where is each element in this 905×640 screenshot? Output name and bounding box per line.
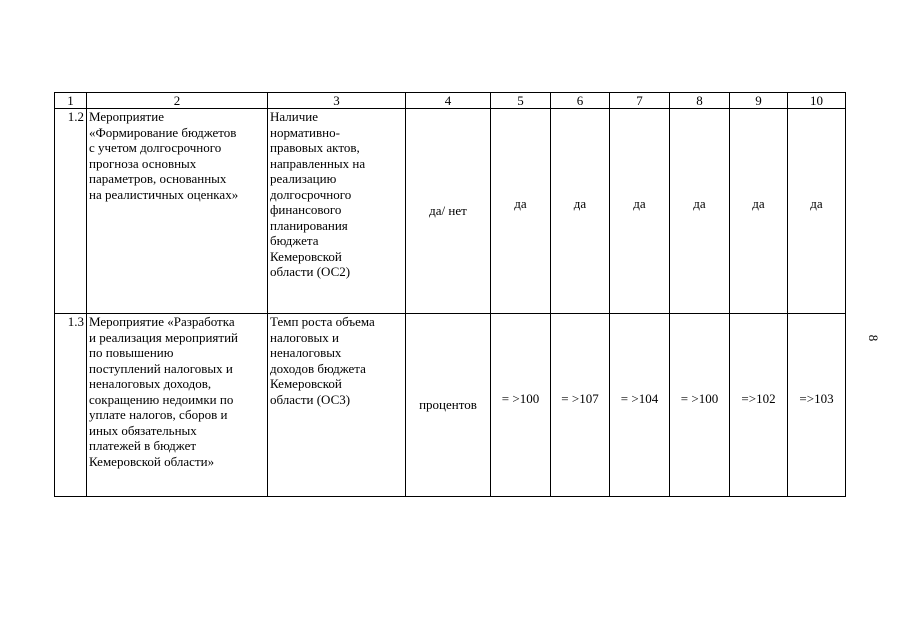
indicator-line: Темп роста объема xyxy=(270,314,375,329)
indicator-cell xyxy=(268,314,406,497)
measure-line: Мероприятие «Разработка xyxy=(89,314,235,329)
indicator-line: бюджета xyxy=(270,233,319,248)
measure-line: на реалистичных оценках» xyxy=(89,186,239,202)
indicator-line: Наличие xyxy=(270,109,318,124)
indicator-line: финансового xyxy=(270,202,342,217)
measure-line: поступлений налоговых и xyxy=(89,360,233,376)
indicators-table xyxy=(54,92,846,497)
value-cell: да xyxy=(551,109,610,314)
row-number: 1.2 xyxy=(55,109,87,314)
value-cell: да xyxy=(610,109,670,314)
measure-line: Кемеровской области» xyxy=(89,453,215,469)
indicator-line: области (ОС2) xyxy=(270,264,351,279)
measure-line: сокращению недоимки по xyxy=(89,391,234,407)
value-cell: да xyxy=(670,109,730,314)
value-cell: = >100 xyxy=(670,314,730,497)
value-cell: да xyxy=(788,109,846,314)
value-cell: =>102 xyxy=(730,314,788,497)
indicator-line: Кемеровской xyxy=(270,248,342,264)
page-number: 8 xyxy=(866,334,881,342)
indicator-line: реализацию xyxy=(270,171,337,186)
measure-line: по повышению xyxy=(89,345,174,360)
indicator-line: Кемеровской xyxy=(270,376,342,391)
column-header: 1 xyxy=(55,93,87,109)
column-header: 8 xyxy=(670,93,730,109)
measure-cell xyxy=(87,109,268,314)
column-header: 5 xyxy=(491,93,551,109)
measure-cell xyxy=(87,314,268,497)
indicator-line: долгосрочного xyxy=(270,186,352,202)
column-header: 3 xyxy=(268,93,406,109)
column-header: 9 xyxy=(730,93,788,109)
column-header: 4 xyxy=(406,93,491,109)
indicator-line: направленных на xyxy=(270,155,366,171)
column-header: 10 xyxy=(788,93,846,109)
table-row xyxy=(55,314,846,497)
value-cell: =>103 xyxy=(788,314,846,497)
measure-line: Мероприятие xyxy=(89,109,164,124)
column-header: 6 xyxy=(551,93,610,109)
measure-line: платежей в бюджет xyxy=(89,438,197,453)
measure-line: и реализация мероприятий xyxy=(89,329,238,345)
indicator-line: планирования xyxy=(270,217,348,233)
value-cell: = >104 xyxy=(610,314,670,497)
measure-line: иных обязательных xyxy=(89,422,197,438)
value-cell: = >107 xyxy=(551,314,610,497)
unit-cell: да/ нет xyxy=(406,109,491,314)
indicator-line: правовых актов, xyxy=(270,140,360,155)
row-number: 1.3 xyxy=(55,314,87,497)
measure-line: параметров, основанных xyxy=(89,171,227,186)
indicator-line: области (ОС3) xyxy=(270,391,351,407)
value-cell: да xyxy=(491,109,551,314)
value-cell: да xyxy=(730,109,788,314)
table-header-row xyxy=(55,93,846,109)
measure-line: неналоговых доходов, xyxy=(89,376,212,391)
measure-line: «Формирование бюджетов xyxy=(89,124,237,140)
indicator-line: налоговых и xyxy=(270,329,339,345)
column-header: 7 xyxy=(610,93,670,109)
indicator-line: нормативно- xyxy=(270,124,340,140)
measure-line: прогноза основных xyxy=(89,155,197,171)
table-row xyxy=(55,109,846,314)
column-header: 2 xyxy=(87,93,268,109)
indicator-line: доходов бюджета xyxy=(270,360,366,376)
indicator-line: неналоговых xyxy=(270,345,342,360)
measure-line: уплате налогов, сборов и xyxy=(89,407,228,422)
measure-line: с учетом долгосрочного xyxy=(89,140,222,155)
indicator-cell xyxy=(268,109,406,314)
unit-cell: процентов xyxy=(406,314,491,497)
value-cell: = >100 xyxy=(491,314,551,497)
